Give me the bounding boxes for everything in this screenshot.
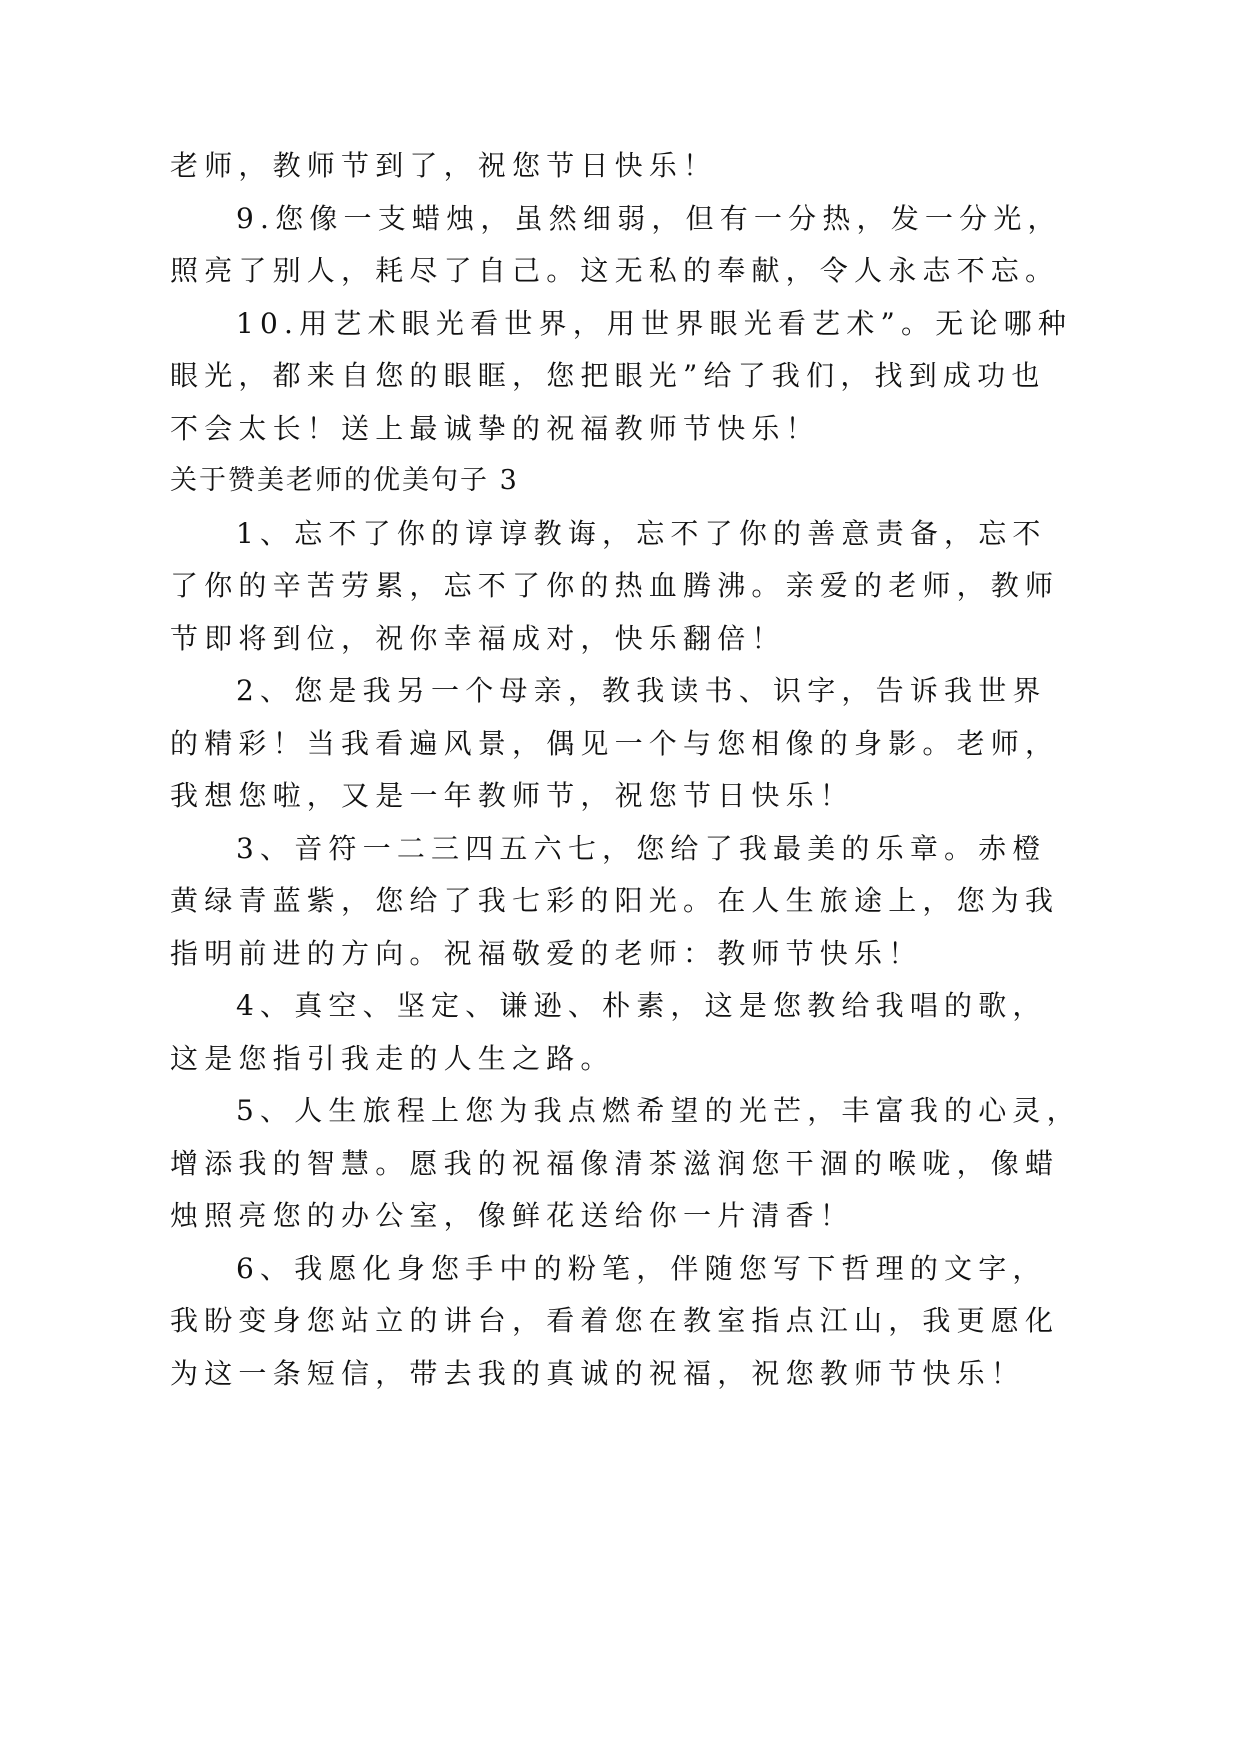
text-line: 指明前进的方向。祝福敬爱的老师：教师节快乐！ bbox=[170, 936, 923, 970]
text-line: 不会太长！送上最诚挚的祝福教师节快乐！ bbox=[170, 411, 820, 445]
paragraph bbox=[170, 140, 1170, 193]
text-line: 黄绿青蓝紫，您给了我七彩的阳光。在人生旅途上，您为我 bbox=[170, 884, 1060, 917]
text-line: 了你的辛苦劳累，忘不了你的热血腾沸。亲爱的老师，教师 bbox=[170, 569, 1060, 602]
text-line: 这是您指引我走的人生之路。 bbox=[170, 1041, 615, 1075]
paragraph bbox=[170, 823, 1170, 981]
text-line: 照亮了别人，耗尽了自己。这无私的奉献，令人永志不忘。 bbox=[170, 254, 1060, 287]
text-line: 增添我的智慧。愿我的祝福像清茶滋润您干涸的喉咙，像蜡 bbox=[170, 1146, 1060, 1180]
text-line: 4、真空、坚定、谦逊、朴素，这是您教给我唱的歌， bbox=[236, 989, 1047, 1022]
text-line: 6、我愿化身您手中的粉笔，伴随您写下哲理的文字， bbox=[236, 1251, 1047, 1285]
text-line: 我想您啦，又是一年教师节，祝您节日快乐！ bbox=[170, 779, 855, 812]
paragraph bbox=[170, 193, 1170, 298]
text-line: 节即将到位，祝你幸福成对，快乐翻倍！ bbox=[170, 621, 786, 655]
section-heading: 关于赞美老师的优美句子 3 bbox=[170, 465, 519, 496]
paragraph bbox=[170, 1243, 1170, 1401]
paragraph bbox=[170, 298, 1170, 456]
text-line: 我盼变身您站立的讲台，看着您在教室指点江山，我更愿化 bbox=[170, 1304, 1060, 1337]
text-line: 老师，教师节到了，祝您节日快乐！ bbox=[170, 149, 718, 182]
text-line: 1、忘不了你的谆谆教诲，忘不了你的善意责备，忘不 bbox=[236, 516, 1047, 550]
text-line: 3、音符一二三四五六七，您给了我最美的乐章。赤橙 bbox=[236, 831, 1047, 865]
text-line: 10.用艺术眼光看世界，用世界眼光看艺术”。无论哪种 bbox=[236, 306, 1073, 340]
text-line: 9.您像一支蜡烛，虽然细弱，但有一分热，发一分光， bbox=[236, 201, 1062, 235]
text-line: 烛照亮您的办公室，像鲜花送给你一片清香！ bbox=[170, 1199, 855, 1232]
text-line: 为这一条短信，带去我的真诚的祝福，祝您教师节快乐！ bbox=[170, 1356, 1026, 1390]
text-line: 5、人生旅程上您为我点燃希望的光芒，丰富我的心灵， bbox=[236, 1094, 1081, 1127]
paragraph bbox=[170, 665, 1170, 823]
paragraph bbox=[170, 1085, 1170, 1243]
paragraph bbox=[170, 508, 1170, 666]
text-line: 的精彩！当我看遍风景，偶见一个与您相像的身影。老师， bbox=[170, 726, 1060, 760]
document-body bbox=[170, 140, 1170, 1400]
text-line: 眼光，都来自您的眼眶，您把眼光”给了我们，找到成功也 bbox=[170, 359, 1046, 392]
text-line: 2、您是我另一个母亲，教我读书、识字，告诉我世界 bbox=[236, 674, 1047, 707]
paragraph bbox=[170, 980, 1170, 1085]
